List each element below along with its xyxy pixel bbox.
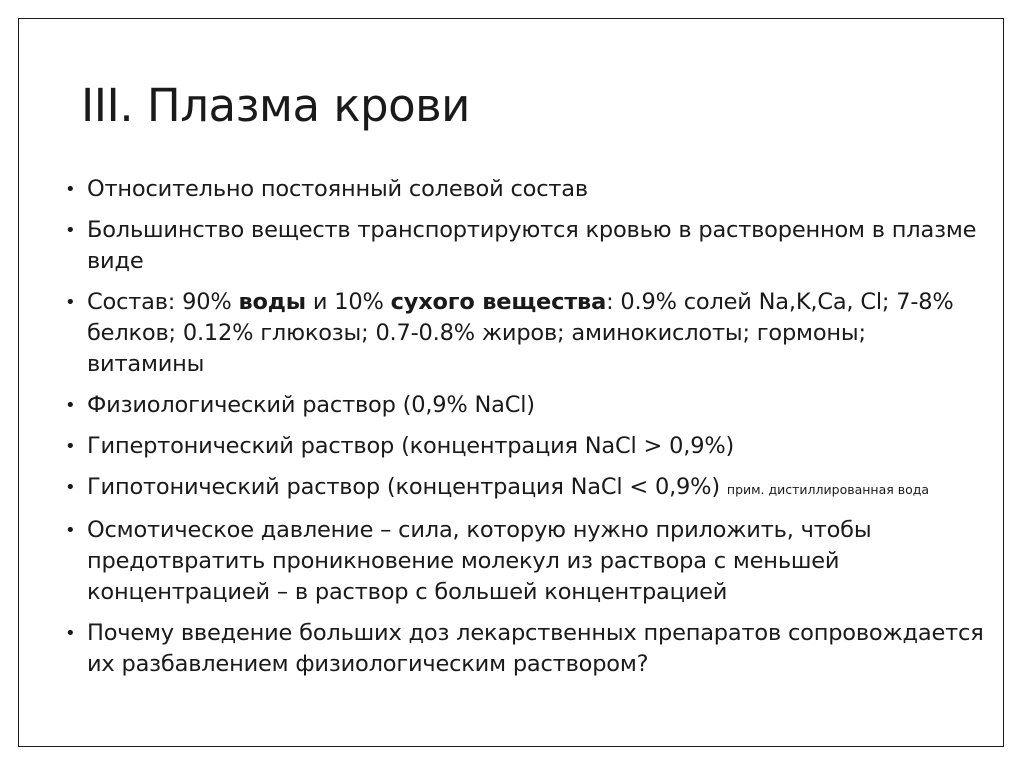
composition-mid: и 10%: [305, 289, 391, 315]
bullet-list: [65, 174, 985, 690]
composition-water: воды: [238, 289, 306, 315]
hypotonic-note: прим. дистиллированная вода: [726, 482, 930, 497]
bullet-icon: •: [65, 395, 76, 416]
bullet-item-transport: [65, 215, 985, 277]
bullet-text: Относительно постоянный солевой состав: [87, 176, 588, 202]
bullet-text: Физиологический раствор (0,9% NaCl): [87, 392, 535, 418]
bullet-text: Гипертонический раствор (концентрация NaCl > 0,9%): [87, 433, 735, 459]
slide-title: III. Плазма крови: [81, 79, 470, 132]
bullet-icon: •: [65, 436, 76, 457]
bullet-item-composition: [65, 287, 985, 380]
bullet-icon: •: [65, 179, 76, 200]
bullet-text: Большинство веществ транспортируются кровью в растворенном в плазме виде: [87, 217, 977, 274]
bullet-item-hypotonic-solution: [65, 472, 985, 505]
bullet-icon: •: [65, 520, 76, 541]
bullet-item-osmotic-pressure: [65, 515, 985, 608]
bullet-icon: •: [65, 220, 76, 241]
bullet-item-hypertonic-solution: [65, 431, 985, 462]
bullet-icon: •: [65, 623, 76, 644]
bullet-text: Осмотическое давление – сила, которую нужно приложить, чтобы предотвратить проникновение молекул из раствора с меньшей концентрацией – в раствор с большей концентрацией: [87, 517, 872, 605]
bullet-icon: •: [65, 292, 76, 313]
bullet-icon: •: [65, 477, 76, 498]
composition-prefix: Состав: 90%: [87, 289, 239, 315]
composition-suffix: : 0.9% солей Na,K,Ca, Cl; 7-8% белков; 0.12% глюкозы; 0.7-0.8% жиров; аминокислоты; гормоны; витамины: [87, 289, 954, 377]
bullet-item-salt-composition: [65, 174, 985, 205]
bullet-text: Почему введение больших доз лекарственных препаратов сопровождается их разбавлением физиологическим раствором?: [87, 620, 984, 677]
slide-frame: [18, 18, 1004, 747]
bullet-item-question: [65, 618, 985, 680]
bullet-text: Гипотонический раствор (концентрация NaCl < 0,9%): [87, 474, 720, 500]
composition-dry-matter: сухого вещества: [390, 289, 607, 315]
bullet-item-physiological-solution: [65, 390, 985, 421]
